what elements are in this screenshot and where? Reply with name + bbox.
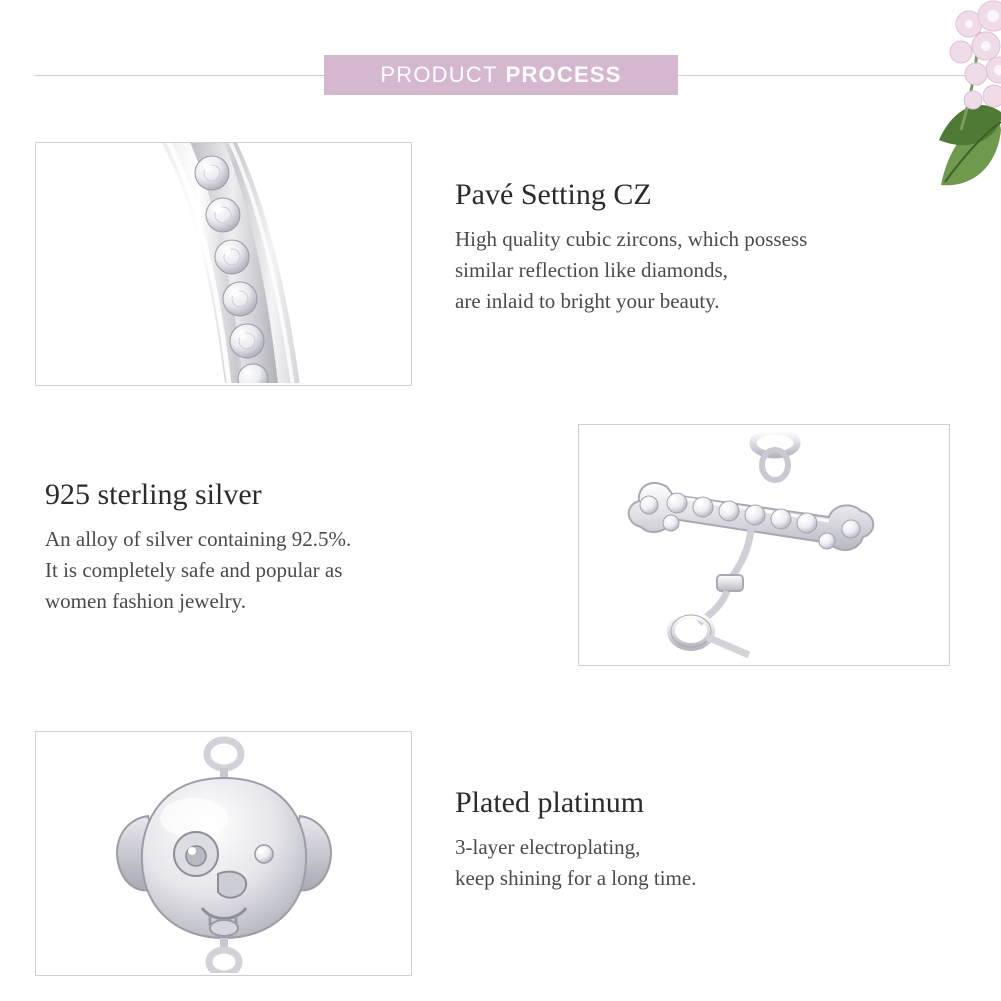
pave-setting-cz-text [455, 178, 985, 317]
block-title: 925 sterling silver [45, 478, 262, 511]
block-body-line: women fashion jewelry. [45, 589, 246, 613]
block-body-line: It is completely safe and popular as [45, 558, 343, 582]
section-title-word-process: PROCESS [505, 62, 622, 87]
block-title: Plated platinum [455, 786, 645, 819]
page-header [0, 0, 1001, 110]
block-body [455, 224, 985, 317]
block-body [45, 524, 545, 617]
block-body-line: are inlaid to bright your beauty. [455, 289, 720, 313]
block-title: Pavé Setting CZ [455, 178, 652, 211]
sterling-silver-text [45, 478, 545, 617]
block-body-line: similar reflection like diamonds, [455, 258, 728, 282]
block-body-line: An alloy of silver containing 92.5%. [45, 527, 352, 551]
sterling-silver-photo [578, 424, 950, 666]
plated-platinum-photo [35, 731, 412, 976]
section-title-word-product: PRODUCT [380, 62, 498, 87]
block-body-line: 3-layer electroplating, [455, 835, 641, 859]
block-body [455, 832, 985, 894]
block-body-line: keep shining for a long time. [455, 866, 697, 890]
plated-platinum-text [455, 786, 985, 894]
pave-setting-cz-photo [35, 142, 412, 386]
block-body-line: High quality cubic zircons, which possess [455, 227, 808, 251]
section-title-badge [324, 55, 678, 95]
